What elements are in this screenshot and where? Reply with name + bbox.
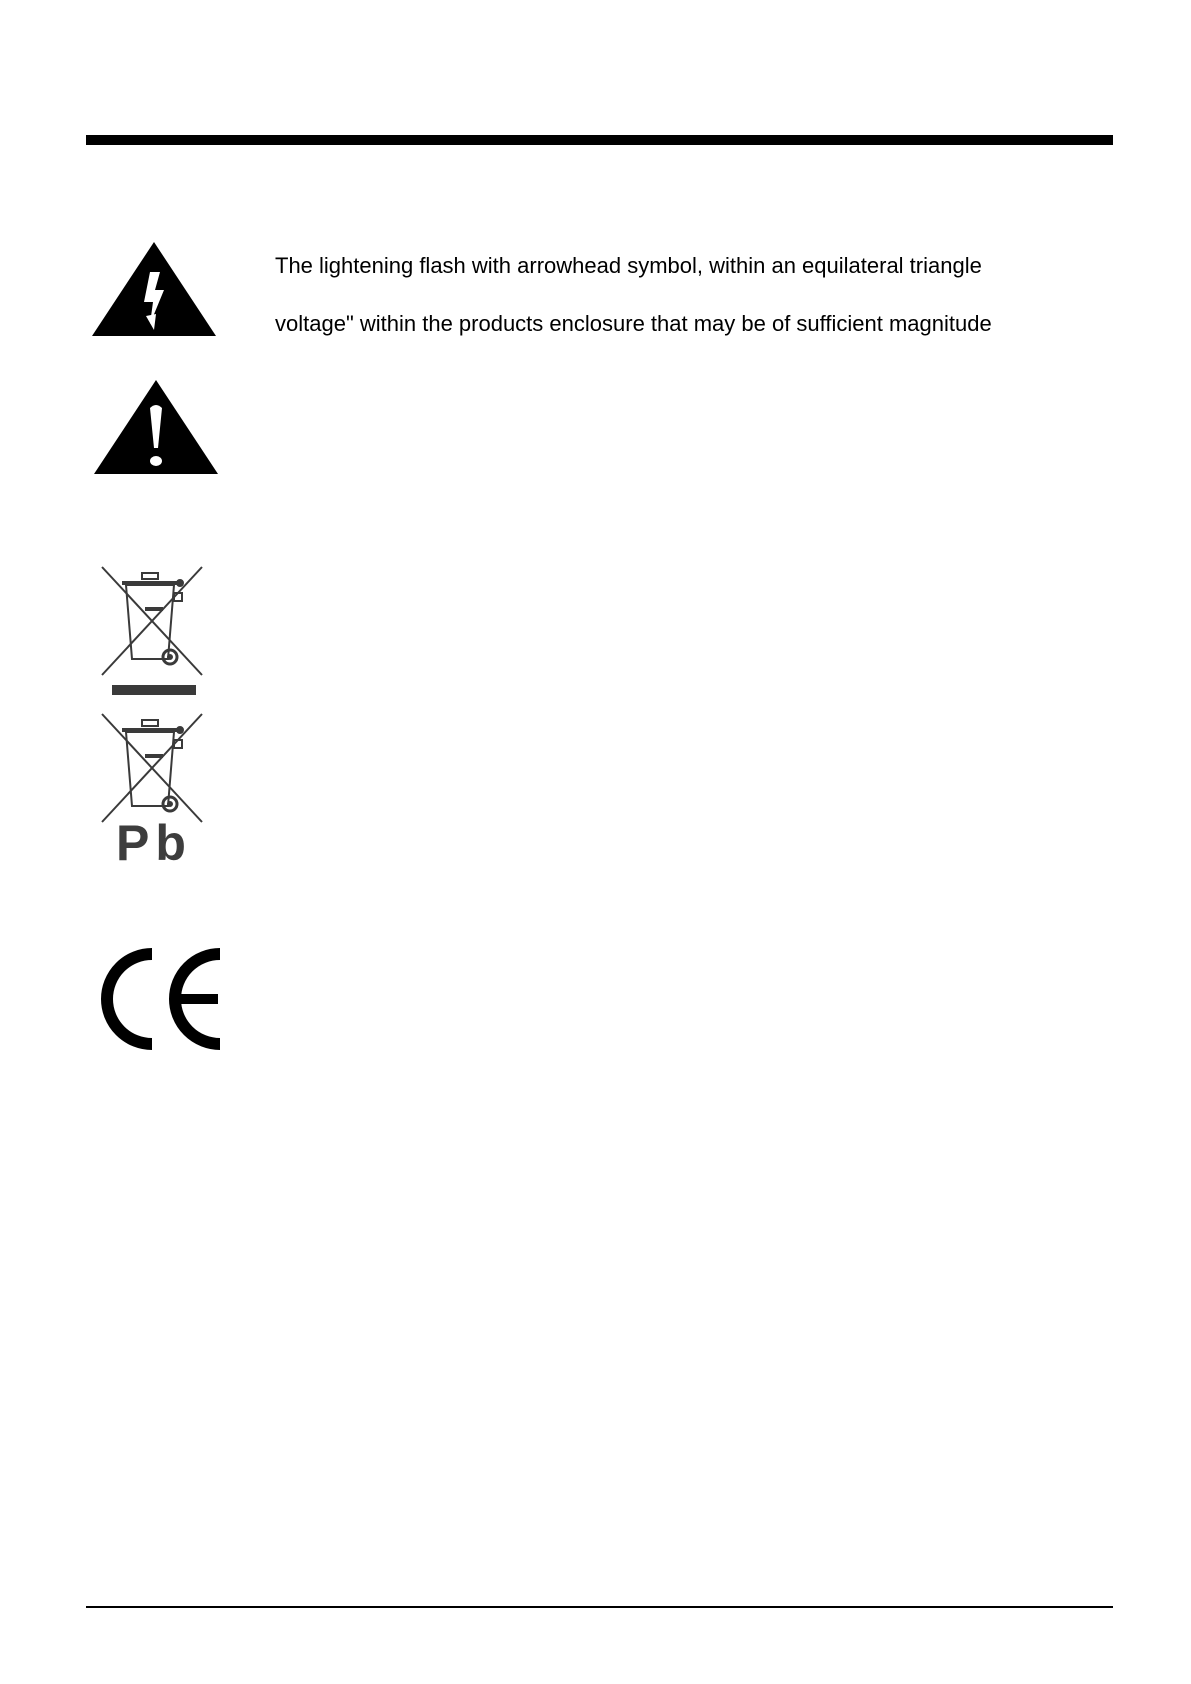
lightning-text-line-1: The lightening flash with arrowhead symbol, within an equilateral triangle — [275, 253, 982, 278]
exclamation-warning-triangle-icon — [94, 380, 218, 476]
lightning-text-line-2: voltage" within the products enclosure that may be of sufficient magnitude — [275, 311, 992, 336]
top-rule — [86, 135, 1113, 145]
lightning-warning-triangle-icon — [92, 242, 216, 338]
crossed-out-wheelie-bin-icon — [98, 565, 210, 695]
bottom-rule — [86, 1606, 1113, 1608]
pb-label: Pb — [116, 815, 192, 862]
crossed-out-wheelie-bin-pb-icon — [98, 712, 210, 862]
ce-mark-icon — [100, 948, 226, 1050]
